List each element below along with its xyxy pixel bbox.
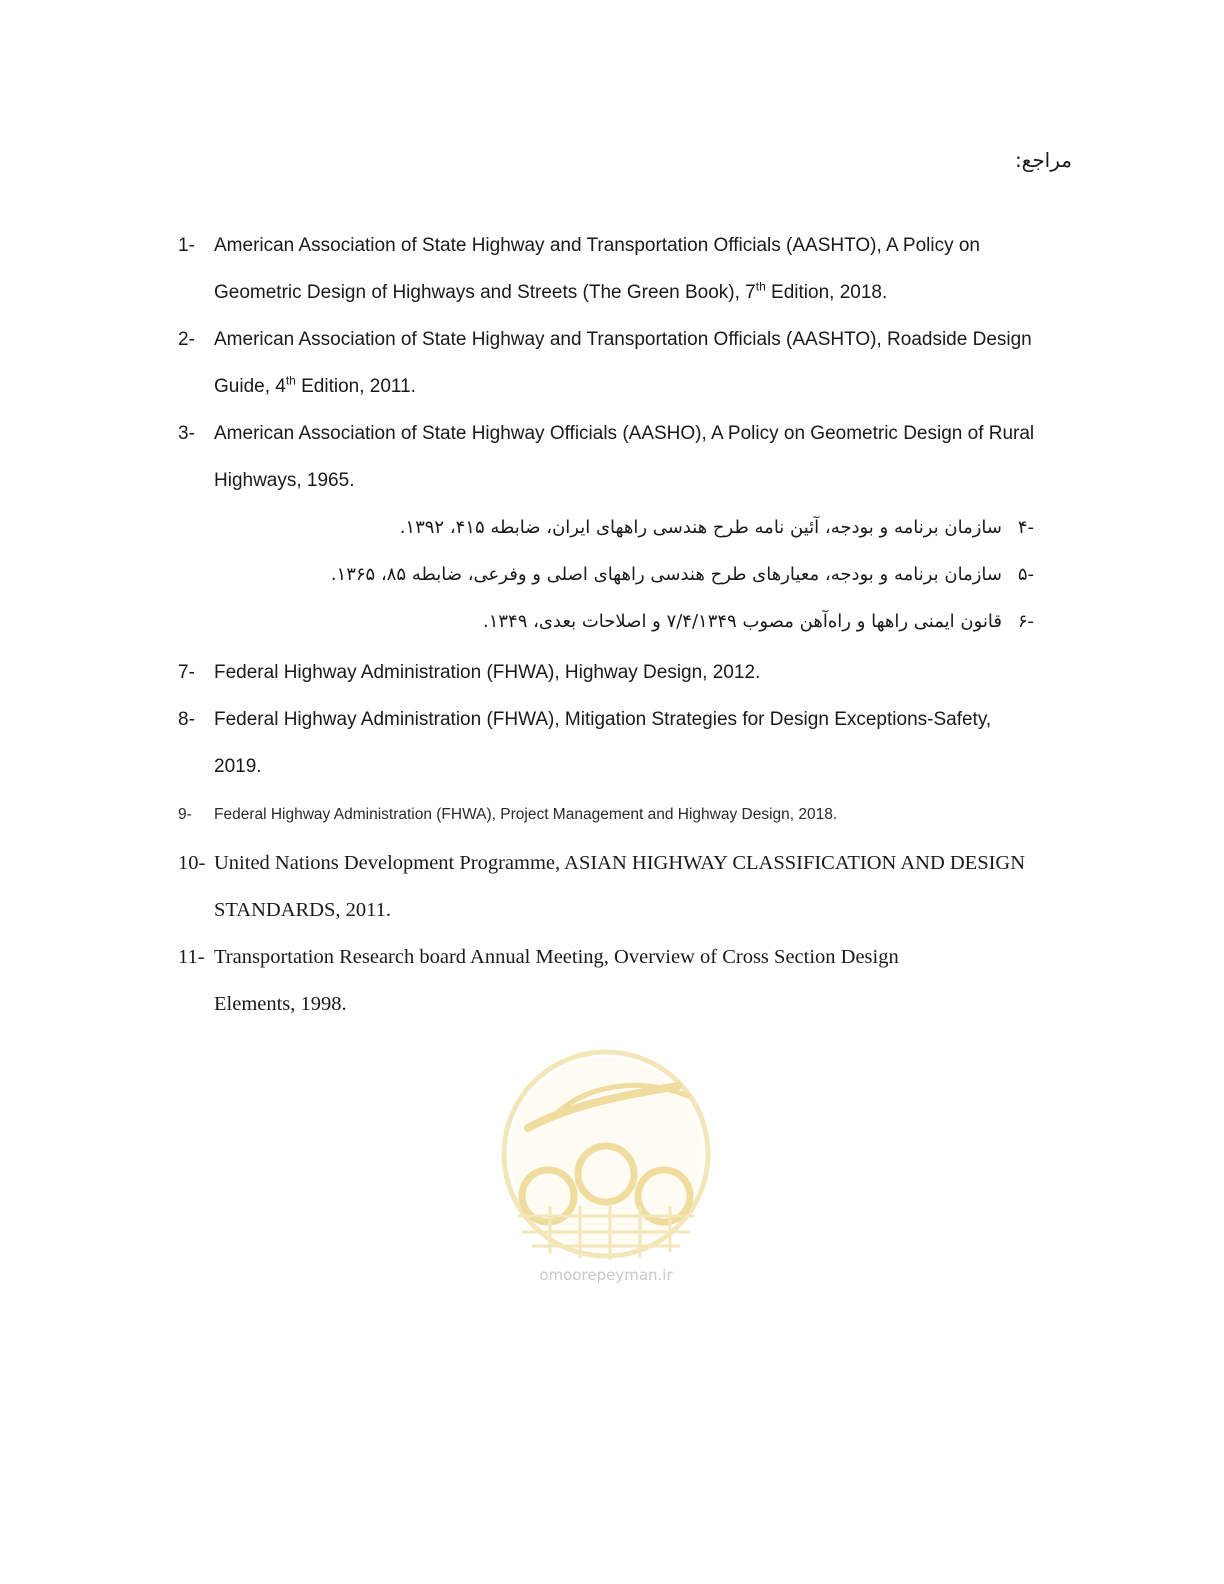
reference-number: -۴ (1017, 517, 1034, 538)
reference-text-line: Federal Highway Administration (FHWA), Mitigation Strategies for Design Exceptions-Safety, (214, 709, 992, 730)
reference-number: 7- (178, 662, 195, 683)
watermark-url: omoorepeyman.ir (539, 1266, 673, 1284)
reference-number: -۶ (1017, 611, 1034, 632)
watermark-emblem-icon (498, 1046, 714, 1262)
reference-item-6 (178, 598, 1034, 645)
reference-item-3 (178, 410, 1078, 504)
reference-text-line: 2019. (214, 756, 262, 777)
reference-item-8 (178, 696, 1078, 790)
reference-text-line: STANDARDS, 2011. (214, 899, 391, 921)
reference-number: 9- (178, 806, 192, 823)
reference-item-1 (178, 222, 1078, 316)
reference-item-4 (178, 504, 1034, 551)
reference-text-line: Federal Highway Administration (FHWA), Highway Design, 2012. (214, 662, 761, 683)
reference-item-9 (178, 790, 1078, 840)
reference-text-line: Guide, 4th Edition, 2011. (214, 373, 416, 397)
reference-text-line: American Association of State Highway Officials (AASHO), A Policy on Geometric Design of Rural (214, 423, 1035, 444)
reference-item-11 (178, 934, 1078, 1028)
reference-number: 10- (178, 852, 206, 874)
reference-number: 3- (178, 423, 195, 444)
reference-text-line: Federal Highway Administration (FHWA), Project Management and Highway Design, 2018. (214, 806, 838, 823)
superscript: th (755, 279, 766, 294)
watermark-logo (498, 1046, 714, 1292)
persian-references (178, 504, 1079, 645)
reference-number: 1- (178, 235, 195, 256)
reference-text-line: Highways, 1965. (214, 470, 355, 491)
references-heading: مراجع: (1014, 148, 1072, 172)
reference-text-line: Transportation Research board Annual Meeting, Overview of Cross Section Design (214, 946, 899, 968)
reference-text-line: سازمان برنامه و بودجه، آئین نامه طرح هندسی راههای ایران، ضابطه ۴۱۵، ۱۳۹۲. (399, 517, 1002, 538)
reference-text-line: United Nations Development Programme, ASIAN HIGHWAY CLASSIFICATION AND DESIGN (214, 852, 1026, 874)
reference-item-10 (178, 840, 1078, 934)
references-list (178, 222, 1078, 1028)
reference-text-line: سازمان برنامه و بودجه، معیارهای طرح هندسی راههای اصلی و وفرعی، ضابطه ۸۵، ۱۳۶۵. (330, 564, 1002, 585)
reference-number: -۵ (1017, 564, 1034, 585)
reference-text-line: American Association of State Highway and Transportation Officials (AASHTO), A Policy on (214, 235, 980, 256)
reference-item-5 (178, 551, 1034, 598)
superscript: th (285, 373, 296, 388)
reference-item-7 (178, 649, 1078, 696)
reference-text-line: قانون ایمنی راهها و راه‌آهن مصوب ۷/۴/۱۳۴۹ و اصلاحات بعدی، ۱۳۴۹. (482, 611, 1002, 632)
reference-text-line: Geometric Design of Highways and Streets (The Green Book), 7th Edition, 2018. (214, 279, 888, 303)
reference-text-line: American Association of State Highway and Transportation Officials (AASHTO), Roadside Design (214, 329, 1032, 350)
reference-item-2 (178, 316, 1078, 410)
reference-text-line: Elements, 1998. (214, 993, 347, 1015)
reference-number: 8- (178, 709, 195, 730)
reference-number: 2- (178, 329, 195, 350)
reference-number: 11- (178, 946, 205, 968)
